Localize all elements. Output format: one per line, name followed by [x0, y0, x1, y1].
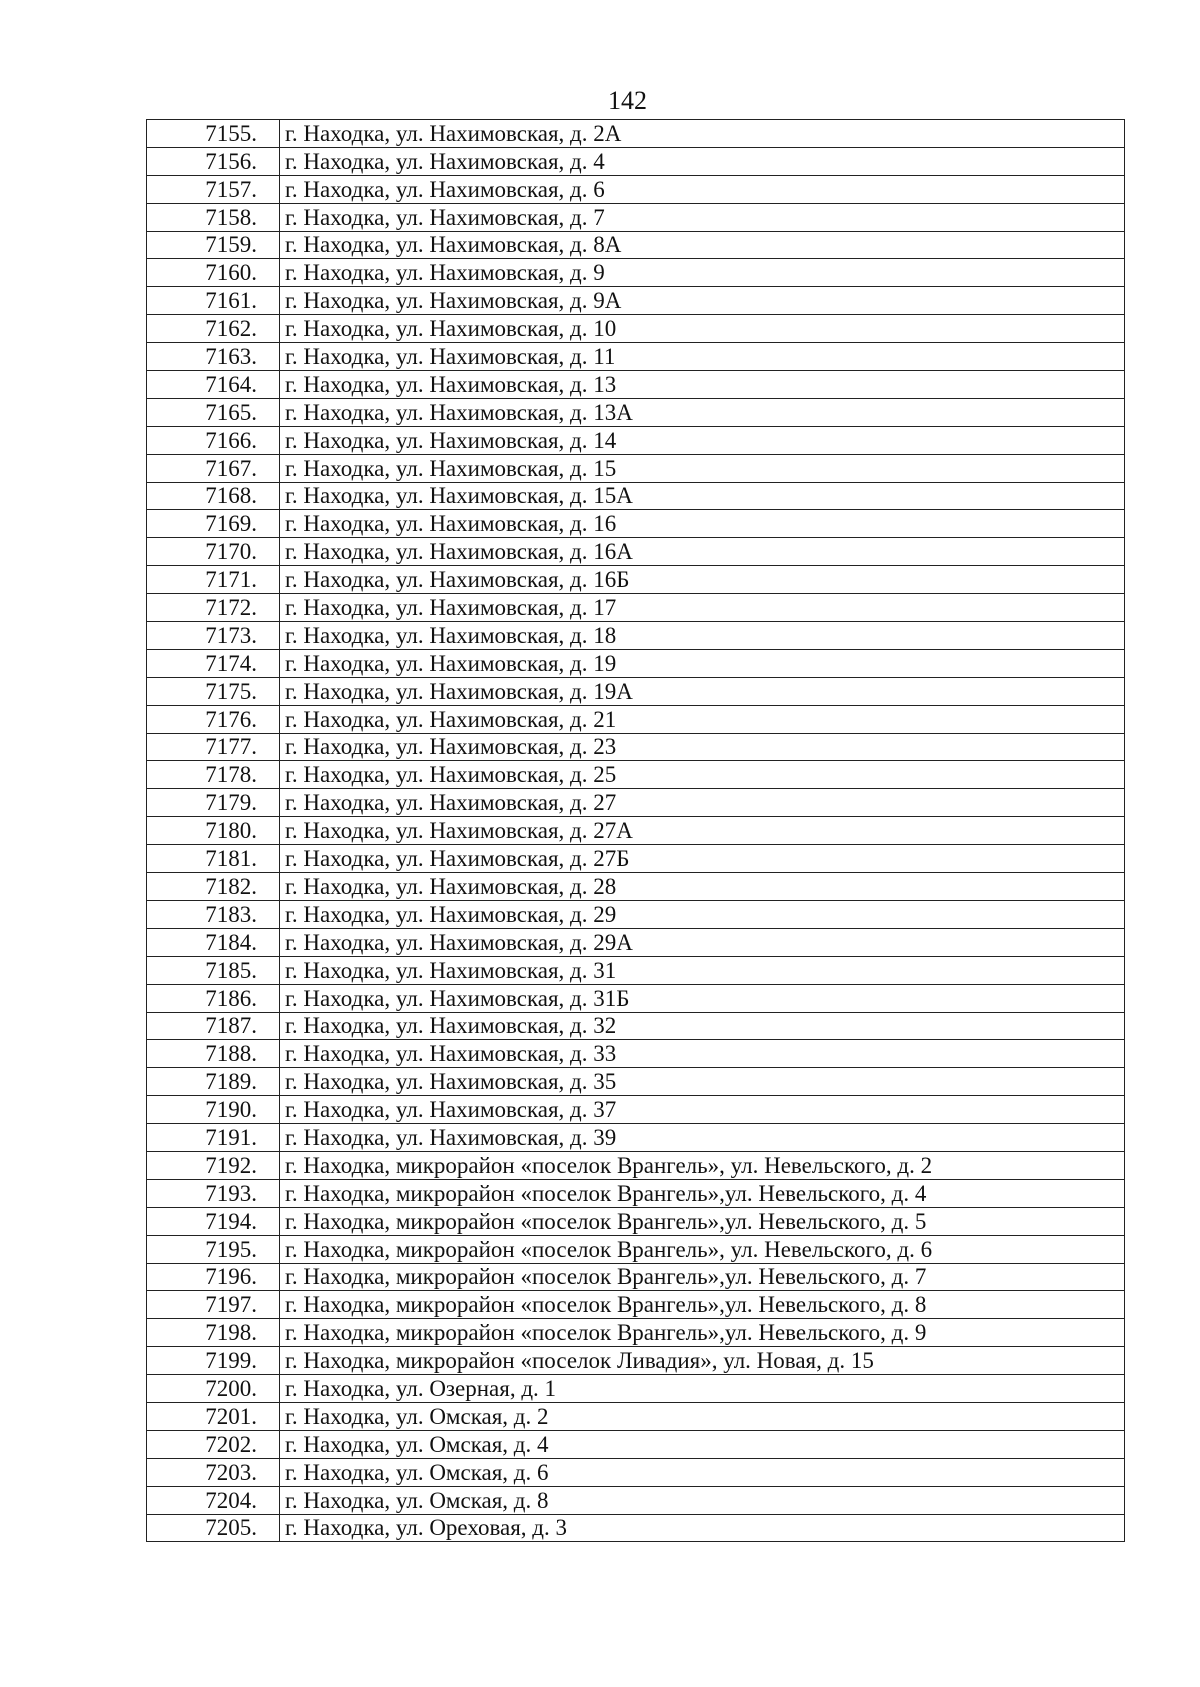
- row-number: 7201.: [147, 1402, 280, 1430]
- row-number: 7159.: [147, 231, 280, 259]
- table-row: [147, 398, 1125, 426]
- row-number: 7203.: [147, 1458, 280, 1486]
- row-address: г. Находка, ул. Нахимовская, д. 13А: [280, 398, 1125, 426]
- row-address: г. Находка, ул. Нахимовская, д. 21: [280, 705, 1125, 733]
- row-address: г. Находка, ул. Нахимовская, д. 28: [280, 873, 1125, 901]
- row-address: г. Находка, ул. Нахимовская, д. 33: [280, 1040, 1125, 1068]
- row-address: г. Находка, ул. Нахимовская, д. 18: [280, 622, 1125, 650]
- row-number: 7166.: [147, 426, 280, 454]
- row-number: 7195.: [147, 1235, 280, 1263]
- row-number: 7183.: [147, 900, 280, 928]
- row-number: 7174.: [147, 649, 280, 677]
- table-row: [147, 649, 1125, 677]
- table-row: [147, 510, 1125, 538]
- table-row: [147, 984, 1125, 1012]
- table-row: [147, 873, 1125, 901]
- table-row: [147, 1040, 1125, 1068]
- row-number: 7155.: [147, 120, 280, 148]
- table-row: [147, 343, 1125, 371]
- row-number: 7186.: [147, 984, 280, 1012]
- row-number: 7197.: [147, 1291, 280, 1319]
- row-number: 7162.: [147, 315, 280, 343]
- table-row: [147, 1207, 1125, 1235]
- row-number: 7196.: [147, 1263, 280, 1291]
- table-row: [147, 1375, 1125, 1403]
- table-row: [147, 900, 1125, 928]
- table-row: [147, 761, 1125, 789]
- row-address: г. Находка, ул. Нахимовская, д. 15: [280, 454, 1125, 482]
- row-number: 7165.: [147, 398, 280, 426]
- row-number: 7161.: [147, 287, 280, 315]
- address-table-body: [147, 120, 1125, 1542]
- row-number: 7198.: [147, 1319, 280, 1347]
- table-row: [147, 1430, 1125, 1458]
- row-address: г. Находка, ул. Нахимовская, д. 9А: [280, 287, 1125, 315]
- row-number: 7167.: [147, 454, 280, 482]
- row-address: г. Находка, микрорайон «поселок Врангель», ул. Невельского, д. 6: [280, 1235, 1125, 1263]
- row-number: 7184.: [147, 928, 280, 956]
- row-address: г. Находка, ул. Нахимовская, д. 8А: [280, 231, 1125, 259]
- table-row: [147, 956, 1125, 984]
- table-row: [147, 845, 1125, 873]
- table-row: [147, 1402, 1125, 1430]
- table-row: [147, 175, 1125, 203]
- table-row: [147, 622, 1125, 650]
- row-number: 7175.: [147, 677, 280, 705]
- row-address: г. Находка, ул. Нахимовская, д. 16Б: [280, 566, 1125, 594]
- row-address: г. Находка, ул. Нахимовская, д. 16: [280, 510, 1125, 538]
- row-number: 7200.: [147, 1375, 280, 1403]
- table-row: [147, 733, 1125, 761]
- table-row: [147, 1514, 1125, 1542]
- row-address: г. Находка, ул. Нахимовская, д. 35: [280, 1068, 1125, 1096]
- table-row: [147, 1096, 1125, 1124]
- table-row: [147, 147, 1125, 175]
- row-address: г. Находка, микрорайон «поселок Врангель»,ул. Невельского, д. 8: [280, 1291, 1125, 1319]
- table-row: [147, 1347, 1125, 1375]
- row-number: 7188.: [147, 1040, 280, 1068]
- page-number: 142: [608, 86, 647, 115]
- row-address: г. Находка, микрорайон «поселок Врангель»,ул. Невельского, д. 7: [280, 1263, 1125, 1291]
- table-row: [147, 1235, 1125, 1263]
- row-address: г. Находка, ул. Омская, д. 6: [280, 1458, 1125, 1486]
- row-address: г. Находка, ул. Нахимовская, д. 37: [280, 1096, 1125, 1124]
- row-number: 7202.: [147, 1430, 280, 1458]
- table-row: [147, 705, 1125, 733]
- row-number: 7204.: [147, 1486, 280, 1514]
- row-number: 7192.: [147, 1151, 280, 1179]
- row-address: г. Находка, ул. Нахимовская, д. 6: [280, 175, 1125, 203]
- row-address: г. Находка, микрорайон «поселок Ливадия», ул. Новая, д. 15: [280, 1347, 1125, 1375]
- table-row: [147, 1319, 1125, 1347]
- row-address: г. Находка, ул. Нахимовская, д. 31Б: [280, 984, 1125, 1012]
- row-number: 7160.: [147, 259, 280, 287]
- table-row: [147, 454, 1125, 482]
- row-number: 7182.: [147, 873, 280, 901]
- row-address: г. Находка, ул. Нахимовская, д. 27Б: [280, 845, 1125, 873]
- row-number: 7163.: [147, 343, 280, 371]
- row-number: 7181.: [147, 845, 280, 873]
- table-row: [147, 231, 1125, 259]
- row-number: 7189.: [147, 1068, 280, 1096]
- table-row: [147, 259, 1125, 287]
- table-row: [147, 928, 1125, 956]
- table-row: [147, 566, 1125, 594]
- table-row: [147, 203, 1125, 231]
- row-number: 7157.: [147, 175, 280, 203]
- table-row: [147, 1458, 1125, 1486]
- row-number: 7171.: [147, 566, 280, 594]
- row-address: г. Находка, ул. Нахимовская, д. 17: [280, 594, 1125, 622]
- row-address: г. Находка, ул. Нахимовская, д. 13: [280, 371, 1125, 399]
- table-row: [147, 120, 1125, 148]
- table-row: [147, 371, 1125, 399]
- row-address: г. Находка, ул. Нахимовская, д. 29А: [280, 928, 1125, 956]
- row-number: 7194.: [147, 1207, 280, 1235]
- row-number: 7205.: [147, 1514, 280, 1542]
- row-address: г. Находка, ул. Нахимовская, д. 7: [280, 203, 1125, 231]
- row-number: 7173.: [147, 622, 280, 650]
- row-address: г. Находка, ул. Нахимовская, д. 23: [280, 733, 1125, 761]
- row-number: 7168.: [147, 482, 280, 510]
- row-address: г. Находка, ул. Нахимовская, д. 39: [280, 1124, 1125, 1152]
- row-address: г. Находка, ул. Нахимовская, д. 19: [280, 649, 1125, 677]
- row-number: 7180.: [147, 817, 280, 845]
- row-number: 7170.: [147, 538, 280, 566]
- table-row: [147, 1012, 1125, 1040]
- address-table: [146, 119, 1125, 1542]
- row-number: 7187.: [147, 1012, 280, 1040]
- row-address: г. Находка, ул. Нахимовская, д. 27А: [280, 817, 1125, 845]
- row-number: 7169.: [147, 510, 280, 538]
- row-address: г. Находка, ул. Омская, д. 2: [280, 1402, 1125, 1430]
- row-address: г. Находка, ул. Нахимовская, д. 14: [280, 426, 1125, 454]
- row-address: г. Находка, ул. Нахимовская, д. 15А: [280, 482, 1125, 510]
- table-row: [147, 538, 1125, 566]
- table-row: [147, 1263, 1125, 1291]
- row-address: г. Находка, ул. Нахимовская, д. 4: [280, 147, 1125, 175]
- row-number: 7176.: [147, 705, 280, 733]
- row-number: 7156.: [147, 147, 280, 175]
- row-number: 7158.: [147, 203, 280, 231]
- row-address: г. Находка, ул. Ореховая, д. 3: [280, 1514, 1125, 1542]
- table-row: [147, 1179, 1125, 1207]
- row-address: г. Находка, ул. Нахимовская, д. 16А: [280, 538, 1125, 566]
- table-row: [147, 1291, 1125, 1319]
- table-row: [147, 1068, 1125, 1096]
- row-number: 7191.: [147, 1124, 280, 1152]
- row-number: 7190.: [147, 1096, 280, 1124]
- table-row: [147, 482, 1125, 510]
- row-number: 7177.: [147, 733, 280, 761]
- row-address: г. Находка, микрорайон «поселок Врангель»,ул. Невельского, д. 4: [280, 1179, 1125, 1207]
- row-address: г. Находка, ул. Озерная, д. 1: [280, 1375, 1125, 1403]
- row-address: г. Находка, ул. Нахимовская, д. 10: [280, 315, 1125, 343]
- row-address: г. Находка, ул. Нахимовская, д. 25: [280, 761, 1125, 789]
- row-address: г. Находка, ул. Нахимовская, д. 11: [280, 343, 1125, 371]
- table-row: [147, 817, 1125, 845]
- row-address: г. Находка, микрорайон «поселок Врангель»,ул. Невельского, д. 9: [280, 1319, 1125, 1347]
- table-row: [147, 287, 1125, 315]
- table-row: [147, 1486, 1125, 1514]
- row-number: 7172.: [147, 594, 280, 622]
- row-number: 7185.: [147, 956, 280, 984]
- table-row: [147, 789, 1125, 817]
- row-address: г. Находка, ул. Нахимовская, д. 19А: [280, 677, 1125, 705]
- row-number: 7179.: [147, 789, 280, 817]
- row-address: г. Находка, ул. Омская, д. 8: [280, 1486, 1125, 1514]
- row-number: 7193.: [147, 1179, 280, 1207]
- row-number: 7178.: [147, 761, 280, 789]
- row-address: г. Находка, ул. Нахимовская, д. 29: [280, 900, 1125, 928]
- table-row: [147, 1151, 1125, 1179]
- table-row: [147, 1124, 1125, 1152]
- row-address: г. Находка, ул. Нахимовская, д. 9: [280, 259, 1125, 287]
- row-address: г. Находка, ул. Омская, д. 4: [280, 1430, 1125, 1458]
- table-row: [147, 677, 1125, 705]
- row-number: 7164.: [147, 371, 280, 399]
- row-address: г. Находка, ул. Нахимовская, д. 2А: [280, 120, 1125, 148]
- table-row: [147, 594, 1125, 622]
- row-address: г. Находка, ул. Нахимовская, д. 31: [280, 956, 1125, 984]
- row-address: г. Находка, микрорайон «поселок Врангель»,ул. Невельского, д. 5: [280, 1207, 1125, 1235]
- row-number: 7199.: [147, 1347, 280, 1375]
- row-address: г. Находка, ул. Нахимовская, д. 27: [280, 789, 1125, 817]
- table-row: [147, 315, 1125, 343]
- row-address: г. Находка, ул. Нахимовская, д. 32: [280, 1012, 1125, 1040]
- table-row: [147, 426, 1125, 454]
- row-address: г. Находка, микрорайон «поселок Врангель», ул. Невельского, д. 2: [280, 1151, 1125, 1179]
